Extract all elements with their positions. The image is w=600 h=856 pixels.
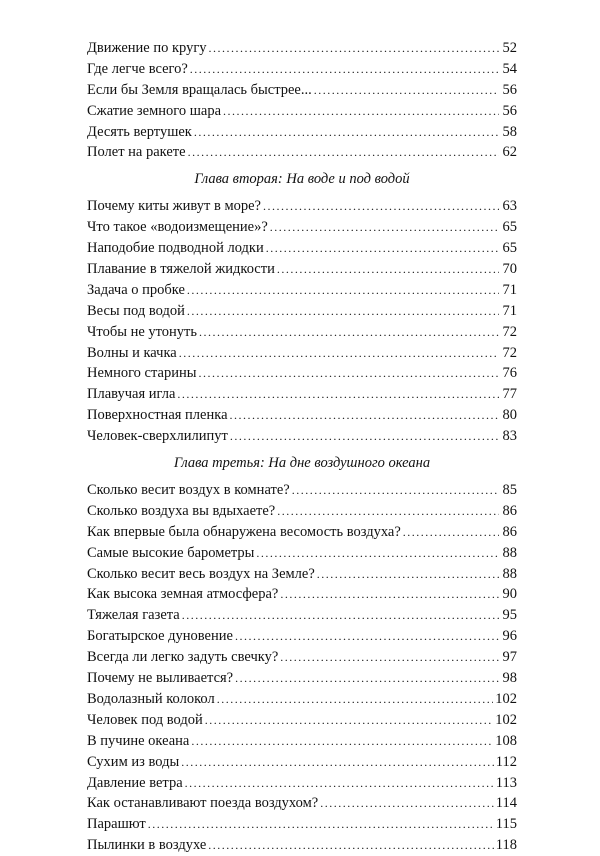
- chapter-heading-two: Глава вторая: На воде и под водой: [194, 171, 410, 188]
- entry-title: Человек-сверхлилипут: [87, 428, 228, 445]
- toc-section-chapter-three: [87, 480, 517, 856]
- toc-entry[interactable]: [87, 564, 517, 585]
- dot-leader: [277, 259, 499, 280]
- toc-entry[interactable]: [87, 731, 517, 752]
- toc-entry[interactable]: [87, 522, 517, 543]
- toc-entry[interactable]: [87, 301, 517, 322]
- dot-leader: [217, 689, 494, 710]
- dot-leader: [181, 752, 494, 773]
- entry-page-number: 95: [502, 607, 517, 624]
- entry-page-number: 97: [502, 649, 517, 666]
- dot-leader: [230, 426, 499, 447]
- toc-entry[interactable]: [87, 101, 517, 122]
- entry-title: Наподобие подводной лодки: [87, 240, 264, 257]
- entry-page-number: 71: [502, 281, 517, 298]
- entry-title: Сколько весит воздух в комнате?: [87, 482, 290, 499]
- toc-entry[interactable]: [87, 363, 517, 384]
- toc-entry[interactable]: [87, 142, 517, 163]
- dot-leader: [182, 605, 499, 626]
- entry-page-number: 85: [502, 482, 517, 499]
- dot-leader: [188, 142, 499, 163]
- entry-title: Всегда ли легко задуть свечку?: [87, 649, 279, 666]
- entry-page-number: 113: [495, 774, 517, 791]
- dot-leader: [263, 196, 499, 217]
- toc-section-chapter-two: [87, 196, 517, 447]
- entry-title: Тяжелая газета: [87, 607, 180, 624]
- toc-entry[interactable]: [87, 196, 517, 217]
- entry-title: Человек под водой: [87, 711, 203, 728]
- toc-entry[interactable]: [87, 710, 517, 731]
- entry-title: Движение по кругу: [87, 40, 207, 56]
- toc-entry[interactable]: [87, 835, 517, 856]
- toc-entry[interactable]: [87, 793, 517, 814]
- dot-leader: [187, 301, 499, 322]
- dot-leader: [177, 384, 499, 405]
- toc-entry[interactable]: [87, 689, 517, 710]
- entry-page-number: 54: [502, 60, 517, 77]
- dot-leader: [317, 564, 499, 585]
- toc-section-continuation: [87, 38, 517, 163]
- toc-entry[interactable]: [87, 122, 517, 143]
- toc-entry[interactable]: [87, 343, 517, 364]
- toc-entry[interactable]: [87, 647, 517, 668]
- dot-leader: [199, 322, 499, 343]
- toc-entry[interactable]: [87, 322, 517, 343]
- entry-title: Поверхностная пленка: [87, 407, 228, 424]
- entry-page-number: 118: [495, 837, 517, 854]
- entry-page-number: 96: [502, 628, 517, 645]
- entry-page-number: 65: [502, 219, 517, 236]
- entry-page-number: 88: [502, 544, 517, 561]
- dot-leader: [187, 280, 499, 301]
- entry-title: Если бы Земля вращалась быстрее...: [87, 81, 312, 98]
- entry-title: Парашют: [87, 816, 146, 833]
- dot-leader: [280, 647, 499, 668]
- entry-title: Где легче всего?: [87, 60, 188, 77]
- entry-page-number: 77: [502, 386, 517, 403]
- entry-title: Почему киты живут в море?: [87, 198, 261, 215]
- entry-page-number: 70: [502, 261, 517, 278]
- entry-page-number: 83: [502, 428, 517, 445]
- dot-leader: [270, 217, 499, 238]
- entry-page-number: 56: [502, 102, 517, 119]
- entry-title: Почему не выливается?: [87, 670, 234, 687]
- entry-title: Плавание в тяжелой жидкости: [87, 261, 275, 278]
- dot-leader: [235, 626, 499, 647]
- toc-entry[interactable]: [87, 238, 517, 259]
- dot-leader: [148, 814, 494, 835]
- dot-leader: [205, 710, 493, 731]
- entry-page-number: 98: [502, 670, 517, 687]
- toc-entry[interactable]: [87, 259, 517, 280]
- entry-title: Чтобы не утонуть: [87, 323, 197, 340]
- toc-entry[interactable]: [87, 605, 517, 626]
- entry-page-number: 80: [502, 407, 517, 424]
- toc-entry[interactable]: [87, 38, 517, 59]
- entry-title: Десять вертушек: [87, 123, 192, 140]
- dot-leader: [256, 543, 499, 564]
- toc-entry[interactable]: [87, 59, 517, 80]
- entry-page-number: 102: [495, 711, 517, 728]
- toc-entry[interactable]: [87, 584, 517, 605]
- entry-page-number: 86: [502, 502, 517, 519]
- entry-title: Полет на ракете: [87, 144, 186, 161]
- entry-page-number: 62: [502, 144, 517, 161]
- dot-leader: [194, 122, 499, 143]
- dot-leader: [292, 480, 499, 501]
- dot-leader: [209, 38, 499, 59]
- entry-page-number: 72: [502, 344, 517, 361]
- dot-leader: [230, 405, 499, 426]
- entry-page-number: 114: [495, 795, 517, 812]
- dot-leader: [266, 238, 499, 259]
- entry-title: Самые высокие барометры: [87, 544, 255, 561]
- entry-page-number: 56: [502, 81, 517, 98]
- entry-page-number: 76: [502, 365, 517, 382]
- chapter-heading-three: Глава третья: На дне воздушного океана: [173, 455, 431, 472]
- entry-title: Богатырское дуновение: [87, 628, 233, 645]
- toc-entry[interactable]: [87, 405, 517, 426]
- dot-leader: [208, 835, 493, 856]
- dot-leader: [314, 80, 499, 101]
- entry-title: Сколько воздуха вы вдыхаете?: [87, 502, 276, 519]
- entry-page-number: 58: [502, 123, 517, 140]
- entry-page-number: 71: [502, 302, 517, 319]
- toc-entry[interactable]: [87, 668, 517, 689]
- entry-page-number: 115: [495, 816, 517, 833]
- entry-title: Сжатие земного шара: [87, 102, 222, 119]
- toc-entry[interactable]: [87, 543, 517, 564]
- entry-title: Как впервые была обнаружена весомость воздуха?: [87, 523, 401, 540]
- entry-page-number: 102: [495, 690, 517, 707]
- entry-page-number: 112: [495, 753, 517, 770]
- toc-entry[interactable]: [87, 217, 517, 238]
- entry-page-number: 108: [495, 732, 517, 749]
- entry-title: Давление ветра: [87, 774, 183, 791]
- entry-page-number: 90: [502, 586, 517, 603]
- entry-page-number: 63: [502, 198, 517, 215]
- entry-title: Что такое «водоизмещение»?: [87, 219, 268, 236]
- dot-leader: [235, 668, 499, 689]
- entry-title: Задача о пробке: [87, 281, 185, 298]
- toc-entry[interactable]: [87, 384, 517, 405]
- dot-leader: [191, 731, 493, 752]
- entry-title: Немного старины: [87, 365, 197, 382]
- dot-leader: [320, 793, 494, 814]
- entry-title: Пылинки в воздухе: [87, 837, 207, 854]
- toc-entry[interactable]: [87, 280, 517, 301]
- toc-entry[interactable]: [87, 480, 517, 501]
- entry-title: Весы под водой: [87, 302, 185, 319]
- entry-title: Сколько весит весь воздух на Земле?: [87, 565, 315, 582]
- toc-entry[interactable]: [87, 814, 517, 835]
- entry-page-number: 72: [502, 323, 517, 340]
- dot-leader: [277, 501, 499, 522]
- dot-leader: [179, 343, 499, 364]
- table-of-contents: [87, 38, 517, 856]
- toc-entry[interactable]: [87, 626, 517, 647]
- toc-entry[interactable]: [87, 426, 517, 447]
- entry-title: Как останавливают поезда воздухом?: [87, 795, 319, 812]
- entry-title: Волны и качка: [87, 344, 177, 361]
- dot-leader: [223, 101, 499, 122]
- entry-page-number: 65: [502, 240, 517, 257]
- entry-title: Сухим из воды: [87, 753, 180, 770]
- dot-leader: [185, 773, 494, 794]
- entry-page-number: 52: [502, 40, 517, 56]
- dot-leader: [190, 59, 499, 80]
- entry-title: Плавучая игла: [87, 386, 176, 403]
- toc-entry[interactable]: [87, 80, 517, 101]
- dot-leader: [280, 584, 499, 605]
- entry-page-number: 88: [502, 565, 517, 582]
- toc-entry[interactable]: [87, 773, 517, 794]
- dot-leader: [198, 363, 499, 384]
- entry-title: Водолазный колокол: [87, 690, 215, 707]
- entry-title: Как высока земная атмосфера?: [87, 586, 279, 603]
- dot-leader: [403, 522, 499, 543]
- entry-title: В пучине океана: [87, 732, 190, 749]
- toc-entry[interactable]: [87, 752, 517, 773]
- toc-entry[interactable]: [87, 501, 517, 522]
- entry-page-number: 86: [502, 523, 517, 540]
